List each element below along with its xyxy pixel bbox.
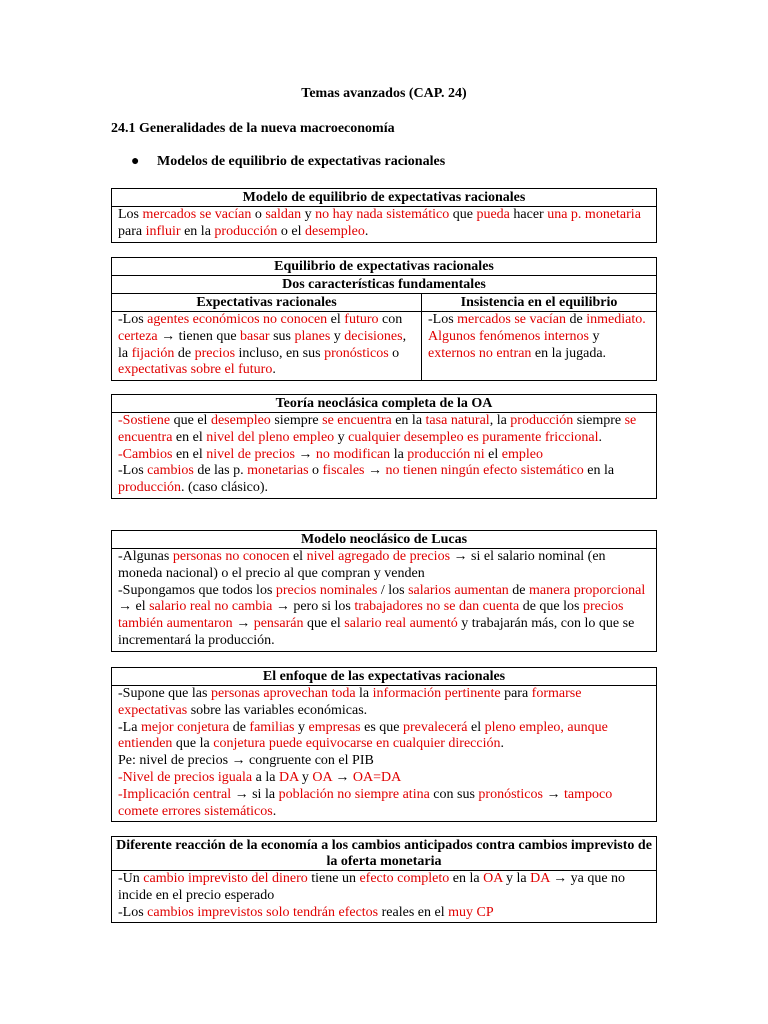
text-run: incluso, en sus: [235, 345, 325, 361]
highlighted-text: personas aprovechan toda: [210, 686, 356, 701]
text-run: en la jugada.: [531, 345, 607, 361]
page-title: Temas avanzados (CAP. 24): [301, 86, 467, 101]
highlighted-text: planes: [294, 328, 331, 344]
highlighted-text: basar: [240, 328, 270, 344]
highlighted-text: manera proporcional: [529, 582, 646, 598]
highlighted-text: familias: [249, 719, 295, 735]
paragraph-line: [118, 463, 650, 497]
text-run: en el: [172, 446, 207, 462]
paragraph-line: [118, 753, 650, 770]
bullet-dot-icon: ●: [131, 154, 140, 169]
text-run: de las p.: [193, 463, 248, 479]
highlighted-text: tampoco comete errores sistemáticos: [118, 786, 613, 819]
right-column: [422, 294, 656, 380]
highlighted-text: futuro: [344, 312, 379, 327]
box-teoria-neoclasica: [111, 394, 657, 499]
text-run: sobre las variables económicas.: [187, 702, 368, 718]
text-run: con sus: [429, 786, 479, 802]
highlighted-text: nivel del pleno empleo: [206, 429, 335, 445]
highlighted-text: precios también aumentaron: [118, 599, 624, 632]
left-column-header: Expectativas racionales: [112, 294, 421, 312]
text-run: de: [566, 312, 587, 327]
box-reaccion-economia: [111, 836, 657, 923]
box-modelo-equilibrio: [111, 188, 657, 243]
highlighted-text: pleno empleo, aunque entienden: [118, 719, 608, 752]
highlighted-text: no modifican: [315, 446, 391, 462]
text-run: en el: [172, 429, 207, 445]
text-run: -Los: [118, 904, 148, 920]
text-run: y: [301, 207, 316, 222]
highlighted-text: precios nominales: [275, 582, 378, 598]
highlighted-text: información pertinente: [372, 686, 501, 701]
text-run: Pe: nivel de precios → congruente con el PIB: [118, 753, 374, 769]
highlighted-text: una p. monetaria: [547, 207, 641, 222]
highlighted-text: agentes económicos no conocen: [147, 312, 328, 327]
highlighted-text: población no siempre atina: [278, 786, 430, 802]
highlighted-text: muy CP: [448, 904, 494, 920]
paragraph-line: [118, 583, 650, 650]
text-run: .: [364, 223, 369, 239]
text-run: -Los: [118, 312, 148, 327]
highlighted-text: desempleo: [305, 223, 365, 239]
text-run: el: [484, 446, 502, 462]
text-run: la: [355, 686, 373, 701]
box-lines: [112, 686, 656, 821]
paragraph-line: [118, 770, 650, 787]
highlighted-text: cambios imprevistos solo tendrán efectos: [147, 904, 379, 920]
text-run: a la: [252, 769, 279, 785]
highlighted-text: OA: [312, 769, 332, 785]
highlighted-text: cualquier desempleo es puramente friccional: [348, 429, 599, 445]
text-run: .: [598, 429, 603, 445]
text-run: → si la: [231, 786, 279, 802]
text-run: y: [334, 429, 349, 445]
text-run: →: [364, 463, 386, 479]
left-column: [112, 294, 422, 380]
text-run: → si el salario nominal (en moneda nacional) o el precio al que compran y venden: [118, 549, 606, 581]
highlighted-text: prevalecerá: [403, 719, 468, 735]
highlighted-text: empresas: [308, 719, 361, 735]
paragraph-line: [118, 447, 650, 464]
bullet-item: [131, 154, 445, 170]
highlighted-text: se encuentra: [118, 413, 637, 445]
highlighted-text: DA: [530, 871, 550, 886]
highlighted-text: efecto completo: [359, 871, 450, 886]
highlighted-text: desempleo: [210, 413, 271, 428]
text-run: hacer: [509, 207, 548, 222]
text-run: , la: [489, 413, 511, 428]
box-title: El enfoque de las expectativas racionales: [112, 668, 656, 686]
text-run: en la: [391, 413, 426, 428]
highlighted-text: producción ni: [407, 446, 485, 462]
box-text: [112, 207, 656, 242]
text-run: -Un: [118, 871, 144, 886]
text-run: -Los: [118, 463, 148, 479]
text-run: de: [508, 582, 530, 598]
highlighted-text: precios: [194, 345, 236, 361]
text-run: y: [294, 719, 309, 735]
text-run: tiene un: [307, 871, 360, 886]
box-lines: [112, 549, 656, 651]
highlighted-text: formarse expectativas: [118, 686, 582, 718]
text-run: o el: [277, 223, 306, 239]
highlighted-text: salario real aumentó: [344, 616, 458, 632]
text-run: .: [272, 803, 277, 819]
text-run: → ya que no incide en el precio esperado: [118, 871, 626, 903]
highlighted-text: inmediato. Algunos fenómenos internos: [428, 312, 646, 344]
box-equilibrio-expectativas: [111, 257, 657, 381]
text-run: → pero si los: [272, 599, 355, 615]
text-run: es que: [360, 719, 403, 735]
highlighted-text: -Implicación central: [118, 786, 232, 802]
box-title: Teoría neoclásica completa de la OA: [112, 395, 656, 413]
text-run: de que los: [519, 599, 583, 615]
highlighted-text: fijación: [131, 345, 175, 361]
highlighted-text: influir: [145, 223, 181, 239]
text-run: / los: [377, 582, 409, 598]
text-run: que el: [303, 616, 345, 632]
highlighted-text: -Nivel de precios iguala: [118, 769, 253, 785]
box-subtitle: Dos características fundamentales: [112, 276, 656, 294]
text-run: y: [298, 769, 313, 785]
paragraph-line: [118, 871, 650, 905]
box-title: Modelo neoclásico de Lucas: [112, 531, 656, 549]
text-run: que: [449, 207, 477, 222]
highlighted-text: tasa natural: [425, 413, 490, 428]
highlighted-text: producción: [214, 223, 278, 239]
highlighted-text: saldan: [265, 207, 302, 222]
box-title: Equilibrio de expectativas racionales: [112, 258, 656, 276]
highlighted-text: expectativas sobre el futuro: [118, 362, 273, 378]
highlighted-text: pueda: [476, 207, 510, 222]
text-run: de: [174, 345, 195, 361]
highlighted-text: fiscales: [322, 463, 365, 479]
highlighted-text: trabajadores no se dan cuenta: [354, 599, 520, 615]
highlighted-text: externos no entran: [428, 345, 532, 361]
text-run: -Algunas: [118, 549, 173, 564]
text-run: .: [272, 362, 276, 378]
highlighted-text: personas no conocen: [172, 549, 290, 564]
text-run: y: [330, 328, 345, 344]
text-run: el: [467, 719, 485, 735]
paragraph-line: [118, 413, 650, 447]
highlighted-text: salarios aumentan: [408, 582, 509, 598]
text-run: →: [331, 769, 353, 785]
highlighted-text: no hay nada sistemático: [315, 207, 450, 222]
text-run: siempre: [573, 413, 625, 428]
two-column-table: [112, 294, 656, 380]
highlighted-text: no tienen ningún efecto sistemático: [385, 463, 584, 479]
highlighted-text: pensarán: [253, 616, 304, 632]
box-title: Diferente reacción de la economía a los cambios anticipados contra cambios imprevisto de la oferta monetaria: [112, 837, 656, 871]
highlighted-text: nivel de precios: [206, 446, 295, 462]
text-run: y trabajarán más, con lo que se incrementará la producción.: [118, 616, 635, 648]
highlighted-text: pronósticos: [478, 786, 543, 802]
highlighted-text: OA=DA: [352, 769, 402, 785]
text-run: o: [308, 463, 323, 479]
text-run: →: [232, 616, 254, 632]
text-run: Los: [118, 207, 143, 222]
paragraph-line: [118, 905, 650, 922]
highlighted-text: salario real no cambia: [149, 599, 273, 615]
text-run: en la: [180, 223, 215, 239]
paragraph-line: [118, 549, 650, 583]
text-run: . (caso clásico).: [180, 480, 269, 496]
text-run: → tienen que: [157, 328, 241, 344]
highlighted-text: monetarias: [247, 463, 309, 479]
text-run: en la: [583, 463, 615, 479]
text-run: que la: [172, 736, 214, 752]
highlighted-text: mercados se vacían: [457, 312, 567, 327]
text-run: sus: [269, 328, 295, 344]
highlighted-text: nivel agregado de precios: [306, 549, 451, 564]
text-run: el: [289, 549, 307, 564]
text-run: -Los: [428, 312, 458, 327]
highlighted-text: mejor conjetura: [140, 719, 230, 735]
highlighted-text: DA: [278, 769, 299, 785]
text-run: y la: [502, 871, 531, 886]
highlighted-text: -Cambios: [118, 446, 173, 462]
section-heading: 24.1 Generalidades de la nueva macroeconomía: [111, 121, 395, 136]
left-column-text: [112, 312, 421, 380]
text-run: en la: [449, 871, 484, 886]
text-run: reales en el: [378, 904, 449, 920]
bullet-text: Modelos de equilibrio de expectativas racionales: [157, 154, 446, 169]
text-run: para: [500, 686, 532, 701]
text-run: la: [390, 446, 408, 462]
text-run: →: [542, 786, 564, 802]
text-run: → el: [118, 599, 150, 615]
paragraph-line: [118, 686, 650, 720]
highlighted-text: -Sostiene: [118, 413, 171, 428]
text-run: que el: [170, 413, 211, 428]
highlighted-text: decisiones: [344, 328, 403, 344]
text-run: para: [118, 223, 146, 239]
highlighted-text: cambios: [147, 463, 194, 479]
text-run: y: [588, 328, 600, 344]
box-lines: [112, 413, 656, 498]
right-column-header: Insistencia en el equilibrio: [422, 294, 656, 312]
paragraph-line: [118, 720, 650, 754]
text-run: siempre: [270, 413, 323, 428]
highlighted-text: cambio imprevisto del dinero: [143, 871, 308, 886]
paragraph-line: [118, 787, 650, 821]
text-run: o: [251, 207, 266, 222]
highlighted-text: producción: [118, 480, 181, 496]
highlighted-text: OA: [483, 871, 503, 886]
highlighted-text: empleo: [501, 446, 543, 462]
highlighted-text: mercados se vacían: [142, 207, 252, 222]
box-enfoque-expectativas: [111, 667, 657, 822]
highlighted-text: pronósticos: [324, 345, 389, 361]
box-title: Modelo de equilibrio de expectativas racionales: [112, 189, 656, 207]
highlighted-text: se encuentra: [322, 413, 392, 428]
text-run: de: [229, 719, 250, 735]
text-run: , la: [118, 328, 407, 361]
text-run: el: [327, 312, 345, 327]
text-run: -La: [118, 719, 141, 735]
right-column-text: [422, 312, 656, 363]
box-lines: [112, 871, 656, 922]
box-modelo-lucas: [111, 530, 657, 652]
text-run: -Supongamos que todos los: [118, 582, 276, 598]
text-run: .: [500, 736, 504, 752]
text-run: con: [378, 312, 403, 327]
text-run: →: [294, 446, 316, 462]
text-run: -Supone que las: [118, 686, 211, 701]
highlighted-text: conjetura puede equivocarse en cualquier dirección: [213, 736, 501, 752]
highlighted-text: certeza: [118, 328, 158, 344]
highlighted-text: producción: [510, 413, 574, 428]
text-run: o: [388, 345, 400, 361]
